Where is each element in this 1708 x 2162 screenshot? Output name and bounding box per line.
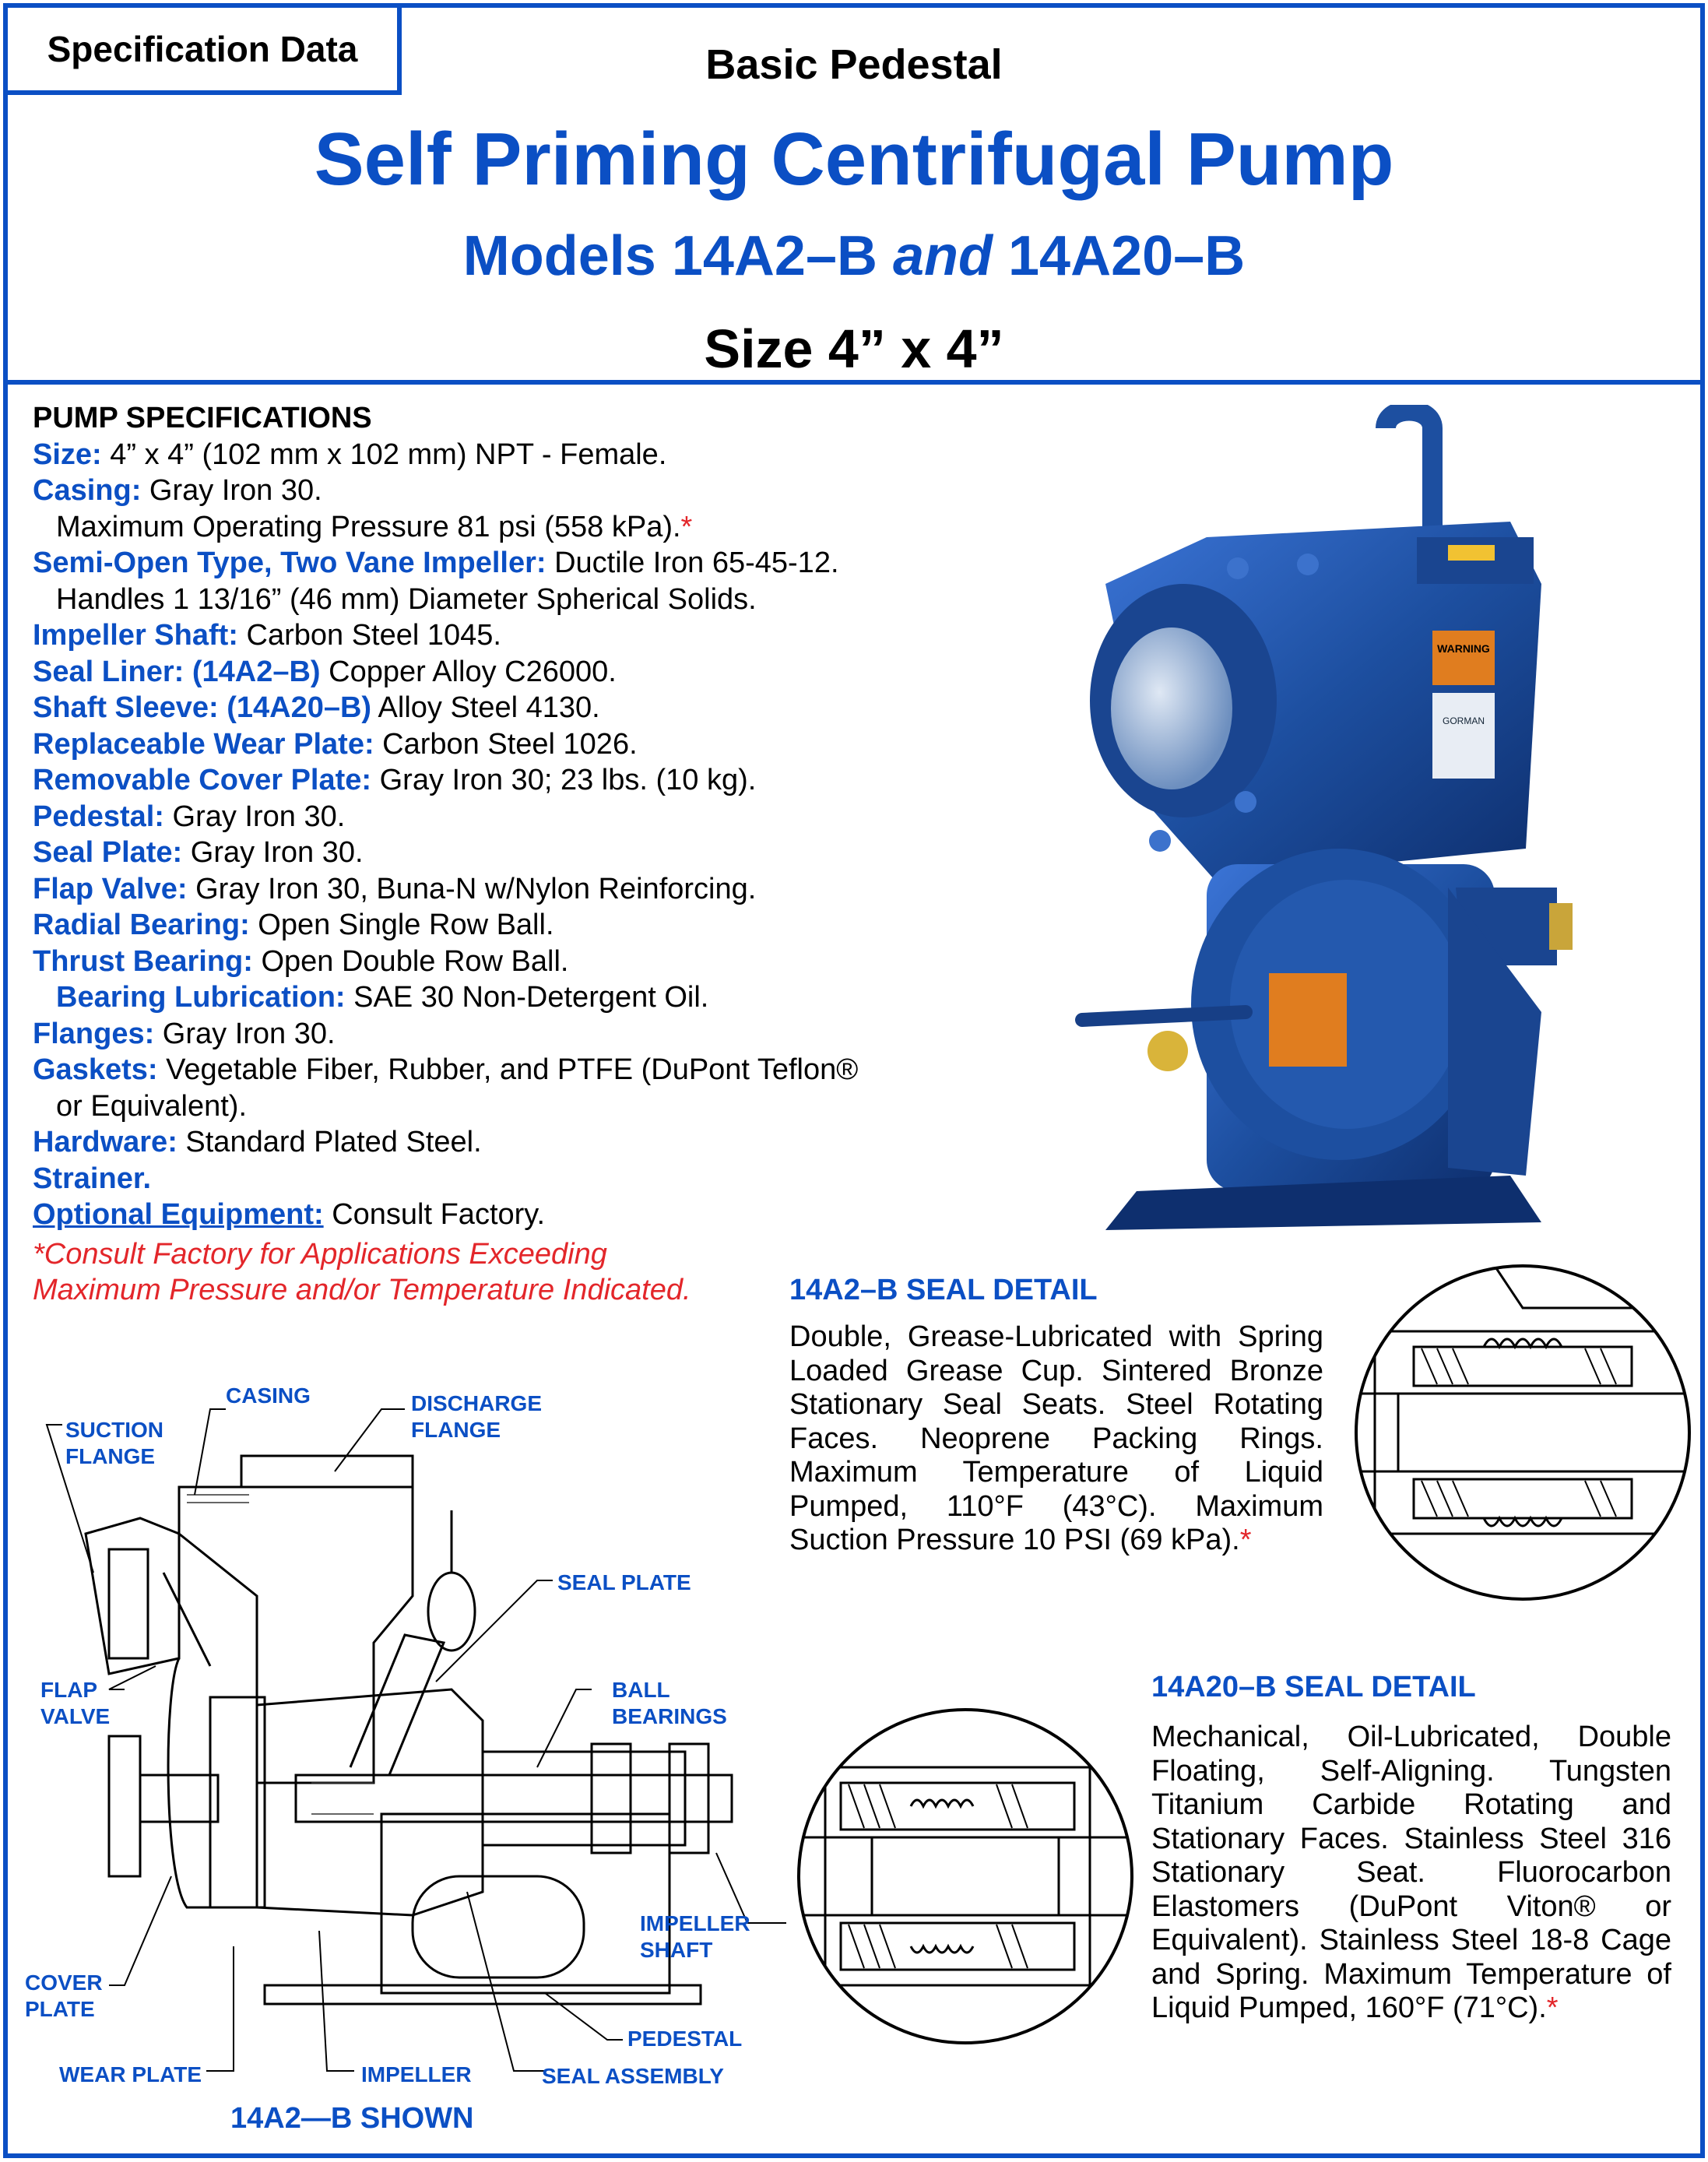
- specs-heading: PUMP SPECIFICATIONS: [33, 402, 372, 434]
- spec-value: Gray Iron 30.: [163, 800, 346, 833]
- spec-value: Vegetable Fiber, Rubber, and PTFE (DuPont Teflon®: [157, 1053, 859, 1086]
- callout-ball-bearings: BALL BEARINGS: [612, 1678, 727, 1728]
- models-title: Models 14A2–B and 14A20–B: [462, 225, 1246, 287]
- spec-value: Gray Iron 30.: [141, 474, 322, 507]
- spec-value: Carbon Steel 1045.: [237, 619, 501, 652]
- callout-pedestal: PEDESTAL: [627, 2027, 743, 2051]
- spec-value: Standard Plated Steel.: [177, 1126, 482, 1158]
- spec-key: Casing:: [33, 474, 142, 507]
- spec-value: Copper Alloy C26000.: [320, 655, 617, 688]
- spec-key: Hardware:: [33, 1126, 177, 1158]
- spec-key: Radial Bearing:: [33, 909, 250, 941]
- spec-key: Thrust Bearing:: [33, 944, 253, 978]
- callout-seal-assembly: SEAL ASSEMBLY: [542, 2064, 724, 2088]
- note-line-1: *Consult Factory for Applications Exceeding: [33, 1237, 607, 1271]
- callout-impeller-shaft: IMPELLER SHAFT: [640, 1911, 750, 1962]
- spec-value: Gray Iron 30.: [182, 836, 364, 869]
- spec-key: Seal Liner: (14A2–B): [33, 655, 321, 688]
- page-subtitle: Basic Pedestal: [705, 41, 1003, 88]
- spec-value: Handles 1 13/16” (46 mm) Diameter Spherical Solids.: [56, 582, 757, 616]
- spec-key: Replaceable Wear Plate:: [33, 727, 374, 761]
- spec-value: Gray Iron 30, Buna-N w/Nylon Reinforcing.: [187, 872, 757, 905]
- spec-key: Impeller Shaft:: [33, 619, 238, 652]
- size-title: Size 4” x 4”: [704, 318, 1004, 379]
- callout-wear-plate: WEAR PLATE: [59, 2062, 202, 2086]
- svg-text:GORMAN: GORMAN: [1443, 715, 1485, 726]
- spec-key: Bearing Lubrication:: [56, 981, 346, 1014]
- spec-value: Alloy Steel 4130.: [371, 691, 600, 724]
- spec-data-tab: Specification Data: [8, 8, 402, 95]
- spec-value: Open Double Row Ball.: [252, 944, 569, 978]
- spec-key: Shaft Sleeve: (14A20–B): [33, 691, 372, 724]
- spec-value: or Equivalent).: [56, 1089, 248, 1123]
- spec-key: Semi-Open Type, Two Vane Impeller:: [33, 547, 546, 579]
- spec-key: Gaskets:: [33, 1053, 158, 1086]
- spec-value: Open Single Row Ball.: [249, 909, 554, 941]
- note-line-2: Maximum Pressure and/or Temperature Indicated.: [33, 1274, 691, 1306]
- spec-key: Optional Equipment:: [33, 1198, 324, 1231]
- drawing-caption: 14A2—B SHOWN: [230, 2102, 474, 2135]
- callout-suction-flange: SUCTION FLANGE: [65, 1418, 163, 1468]
- seal-14a20-body: Mechanical, Oil-Lubricated, Double Floating, Self-Aligning. Tungsten Titanium Carbide Rotating and Stationary Faces. Stainless Steel 316 Stationary Seat. Fluorocarbon Elastomers (DuPont Viton® or Equivalent). Stainless Steel 18-8 Cage and Spring. Maximum Temperature of Liquid Pumped, 160°F (71°C).*: [1151, 1721, 1671, 2024]
- seal-14a20-heading: 14A20–B SEAL DETAIL: [1151, 1671, 1476, 1703]
- callout-cover-plate: COVER PLATE: [25, 1970, 103, 2021]
- callout-flap-valve: FLAP VALVE: [40, 1678, 111, 1728]
- spec-value: 4” x 4” (102 mm x 102 mm) NPT - Female.: [101, 438, 667, 471]
- spec-value: Gray Iron 30; 23 lbs. (10 kg).: [371, 764, 757, 796]
- callout-impeller: IMPELLER: [361, 2062, 472, 2086]
- spec-key: Removable Cover Plate:: [33, 764, 372, 796]
- callout-discharge-flange: DISCHARGE FLANGE: [411, 1391, 543, 1442]
- spec-value: Ductile Iron 65-45-12.: [546, 547, 839, 579]
- callout-casing: CASING: [226, 1383, 311, 1408]
- spec-key: Strainer.: [33, 1162, 152, 1195]
- spec-value: Gray Iron 30.: [154, 1017, 336, 1050]
- callout-seal-plate: SEAL PLATE: [557, 1570, 691, 1594]
- spec-key: Flap Valve:: [33, 872, 188, 905]
- spec-key: Flanges:: [33, 1017, 155, 1050]
- spec-key: Size:: [33, 438, 102, 471]
- spec-key: Pedestal:: [33, 800, 164, 833]
- spec-key: Seal Plate:: [33, 836, 183, 869]
- seal-14a2-heading: 14A2–B SEAL DETAIL: [789, 1274, 1098, 1306]
- spec-value: Maximum Operating Pressure 81 psi (558 kPa).: [56, 510, 681, 543]
- spec-value: SAE 30 Non-Detergent Oil.: [345, 981, 709, 1014]
- spec-asterisk: *: [680, 510, 693, 543]
- seal-14a2-body: Double, Grease-Lubricated with Spring Loaded Grease Cup. Sintered Bronze Stationary Seal Seats. Steel Rotating Faces. Neoprene Packing Rings. Maximum Temperature of Liquid Pumped, 110°F (43°C). Maximum Suction Pressure 10 PSI (69 kPa).*: [789, 1320, 1323, 1556]
- spec-value: Carbon Steel 1026.: [374, 727, 638, 761]
- page-title: Self Priming Centrifugal Pump: [314, 118, 1394, 201]
- spec-value: Consult Factory.: [323, 1198, 546, 1231]
- svg-text:WARNING: WARNING: [1437, 642, 1490, 655]
